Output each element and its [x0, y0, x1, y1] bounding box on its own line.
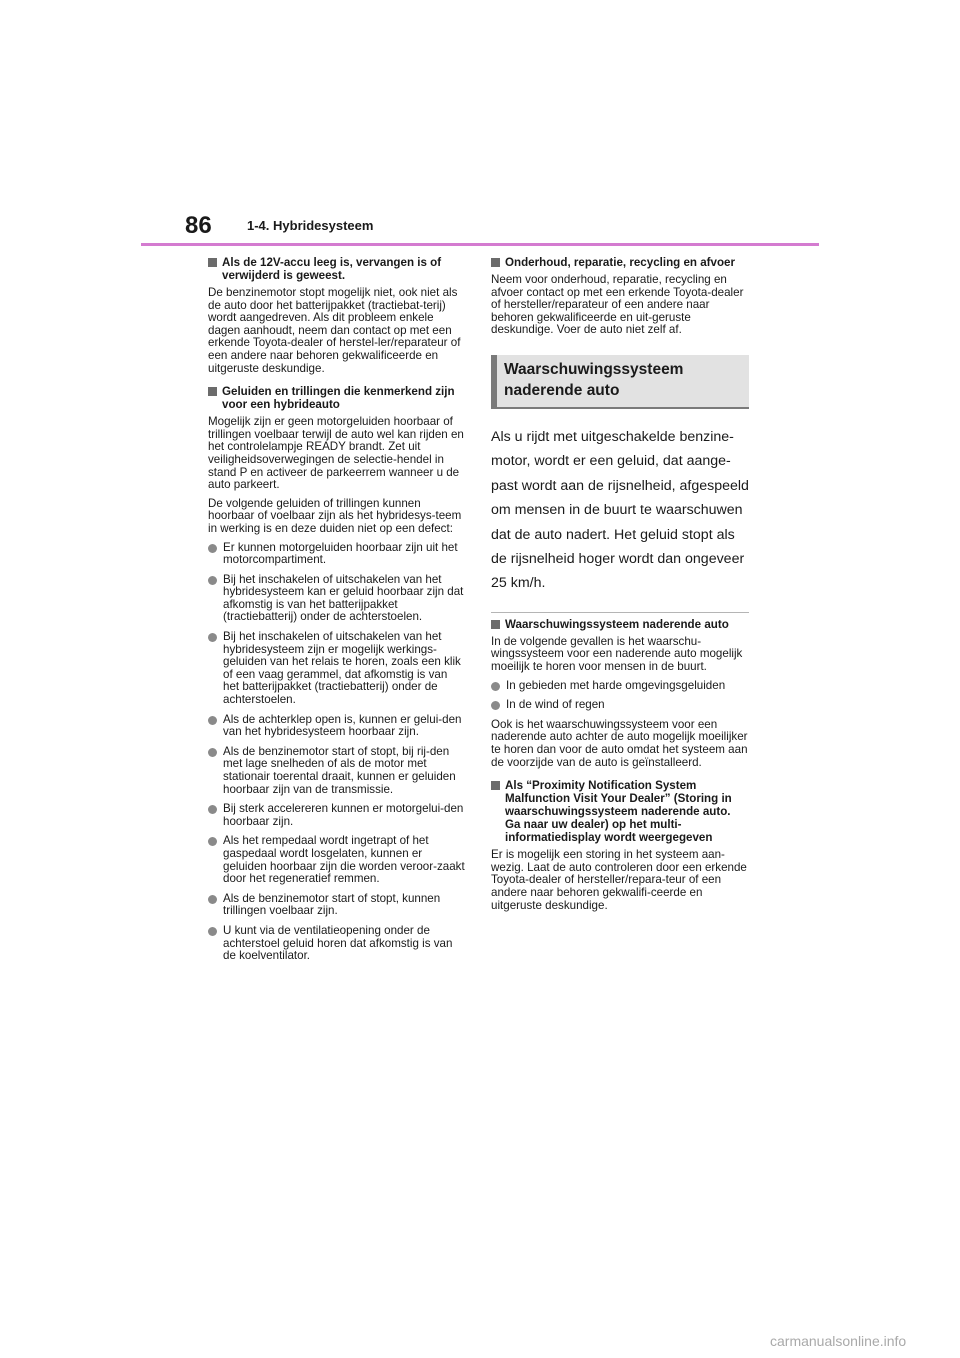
heading-text: Als “Proximity Notification System Malfunction Visit Your Dealer” (Storing in waarschuwingssysteem naderende auto. Ga naar uw dealer) op het multi-informatiedisplay wordt weergegeven: [505, 779, 732, 845]
square-marker-icon: [491, 781, 500, 790]
list-item: [208, 803, 466, 828]
list-item-text: In de wind of regen: [506, 698, 605, 712]
heading-text: Als de 12V-accu leeg is, vervangen is of verwijderd is geweest.: [222, 256, 442, 282]
list-item: [208, 835, 466, 885]
list-item: [491, 699, 749, 712]
list-item-text: Als het rempedaal wordt ingetrapt of het gaspedaal wordt losgelaten, kunnen er geluiden hoorbaar zijn die worden veroor-zaakt door het regeneratief remmen.: [223, 834, 465, 886]
list-item: [208, 631, 466, 707]
banner-bar: [491, 355, 497, 409]
list-item-text: Bij het inschakelen of uitschakelen van het hybridesysteem kan er geluid hoorbaar zijn dat afkomstig is van het batterijpakket (tractiebatterij) onder de achterstoelen.: [223, 572, 464, 624]
bullet-icon: [491, 682, 500, 691]
paragraph: In de volgende gevallen is het waarschu-wingssysteem voor een naderende auto mogelijk moeilijk te horen voor mensen in de buurt.: [491, 634, 743, 673]
bullet-icon: [208, 927, 217, 936]
list-item-text: Als de achterklep open is, kunnen er gelui-den van het hybridesysteem hoorbaar zijn.: [223, 712, 462, 739]
list-item-text: Als de benzinemotor start of stopt, kunnen trillingen voelbaar zijn.: [223, 891, 441, 918]
section-banner: [491, 355, 749, 409]
header-rule: [141, 243, 819, 246]
list-item: [208, 746, 466, 796]
bullet-icon: [208, 576, 217, 585]
page-number: 86: [185, 212, 212, 239]
intro-paragraph: Als u rijdt met uitgeschakelde benzine-motor, wordt er een geluid, dat aange-past wordt aan de rijsnelheid, afgespeeld om mensen in de buurt te waarschuwen dat de auto nadert. Het geluid stopt als de rijsnelheid hoger wordt dan ongeveer 25 km/h.: [491, 428, 749, 592]
paragraph: De benzinemotor stopt mogelijk niet, ook niet als de auto door het batterijpakket (tractiebat-terij) wordt aangedreven. Als dit probleem enkele dagen aanhoudt, neem dan contact op met een erkende Toyota-dealer of herstel-ler/reparateur of een andere naar behoren gekwalificeerde en uitgeruste deskundige.: [208, 286, 461, 375]
square-marker-icon: [208, 387, 217, 396]
list-item-text: U kunt via de ventilatieopening onder de achterstoel geluid horen dat afkomstig is van de koelventilator.: [223, 923, 453, 963]
heading-malfunction-message: [491, 779, 749, 844]
square-marker-icon: [208, 258, 217, 267]
list-item-text: Als de benzinemotor start of stopt, bij rij-den met lage snelheden of als de motor met stationair toerental draait, kunnen er geluiden hoorbaar zijn van de transmissie.: [223, 744, 456, 796]
list-item: [208, 893, 466, 918]
heading-text: Geluiden en trillingen die kenmerkend zijn voor een hybrideauto: [222, 385, 455, 412]
paragraph: Ook is het waarschuwingssysteem voor een naderende auto achter de auto mogelijk moeilijker te horen dan voor de auto omdat het systeem aan de voorzijde van de auto is geïnstalleerd.: [491, 717, 748, 769]
square-marker-icon: [491, 258, 500, 267]
right-column: [491, 256, 749, 918]
heading-warning-system: [491, 618, 749, 631]
bullet-icon: [208, 544, 217, 553]
paragraph: Mogelijk zijn er geen motorgeluiden hoorbaar of trillingen voelbaar terwijl de auto wel kan rijden en het controlelampje READY brandt. Zet uit veiligheidsoverwegingen de selectie-hendel in stand P en activeer de parkeerrem wanneer u de auto parkeert.: [208, 415, 464, 492]
bullet-icon: [491, 701, 500, 710]
bullet-icon: [208, 748, 217, 757]
list-item: [208, 574, 466, 624]
list-item-text: Bij het inschakelen of uitschakelen van het hybridesysteem zijn er mogelijk werkings-geluiden van het relais te horen, zoals een klik of een vaag gerammel, dat afkomstig is van het batterijpakket (tractiebatterij) onder de achterstoelen.: [223, 630, 461, 707]
bullet-icon: [208, 805, 217, 814]
list-item: [208, 714, 466, 739]
list-item: [208, 542, 466, 567]
bullet-icon: [208, 716, 217, 725]
list-item-text: In gebieden met harde omgevingsgeluiden: [506, 678, 726, 692]
square-marker-icon: [491, 620, 500, 629]
paragraph: Er is mogelijk een storing in het systeem aan-wezig. Laat de auto controleren door een erkende Toyota-dealer of hersteller/repara-teur of een andere naar behoren gekwalifi-ceerde en uitgeruste deskundige.: [491, 848, 747, 912]
bullet-icon: [208, 633, 217, 642]
heading-text: Onderhoud, reparatie, recycling en afvoer: [505, 256, 736, 269]
bullet-icon: [208, 895, 217, 904]
list-item-text: Bij sterk accelereren kunnen er motorgelui-den hoorbaar zijn.: [223, 802, 464, 828]
list-item-text: Er kunnen motorgeluiden hoorbaar zijn uit het motorcompartiment.: [223, 540, 458, 567]
heading-sounds-vibrations: [208, 385, 466, 411]
list-item: [491, 680, 749, 693]
left-column: [208, 256, 466, 970]
paragraph: Neem voor onderhoud, reparatie, recycling en afvoer contact op met een erkende Toyota-dealer of hersteller/reparateur of een andere naar behoren gekwalificeerde en uit-geruste deskundige. Voer de auto niet zelf af.: [491, 273, 744, 337]
heading-maintenance: [491, 256, 749, 269]
paragraph: De volgende geluiden of trillingen kunnen hoorbaar of voelbaar zijn als het hybridesys-teem in werking is en deze duiden niet op een defect:: [208, 496, 462, 535]
banner-title: Waarschuwingssysteem naderende auto: [504, 360, 684, 400]
bullet-icon: [208, 837, 217, 846]
heading-text: Waarschuwingssysteem naderende auto: [505, 617, 729, 631]
heading-12v-battery: [208, 256, 466, 282]
watermark: carmanualsonline.info: [770, 1333, 907, 1349]
list-item: [208, 925, 466, 963]
divider: [491, 612, 749, 613]
section-title: 1-4. Hybridesysteem: [247, 218, 374, 233]
